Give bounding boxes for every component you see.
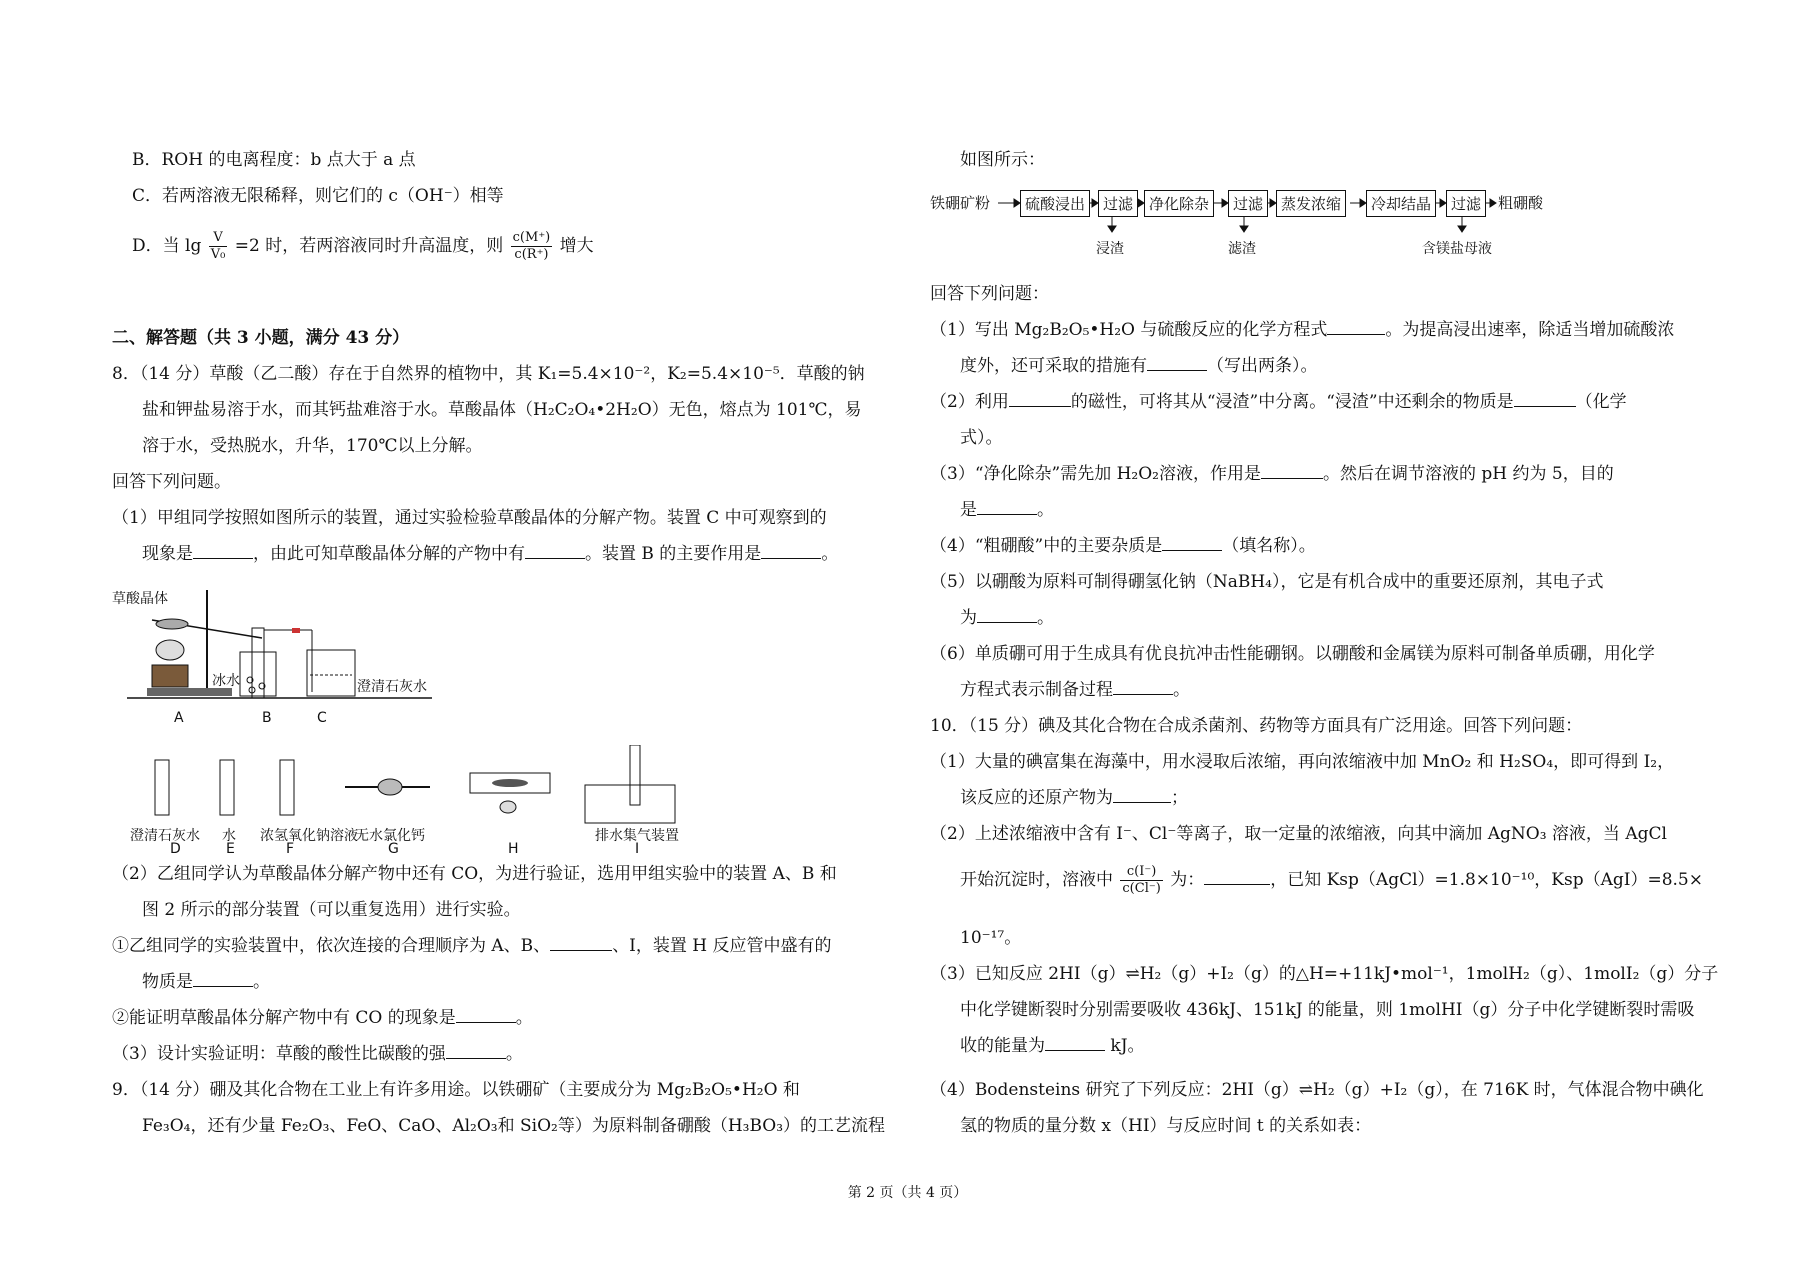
flow-box-filter-2: 过滤 — [1228, 190, 1268, 217]
answer-blank — [977, 495, 1037, 515]
q8-1a: （1）甲组同学按照如图所示的装置，通过实验检验草酸晶体的分解产物。装置 C 中可观察到的 — [112, 508, 827, 528]
answer-blank — [977, 603, 1037, 623]
label-i: I — [635, 841, 640, 857]
label-h: H — [508, 841, 519, 857]
label-g: G — [388, 841, 399, 857]
q9-1b: 度外，还可采取的措施有 （写出两条）。 — [960, 348, 1318, 384]
figure-2-apparatus — [130, 745, 690, 855]
q8-1b: 现象是 ，由此可知草酸晶体分解的产物中有 。装置 B 的主要作用是 。 — [142, 536, 838, 572]
label-e-water: 水 — [222, 828, 236, 844]
label-b: B — [262, 710, 272, 726]
q9-2a: （2）利用 的磁性，可将其从“浸渣”中分离。“浸渣”中还剩余的物质是 （化学 — [930, 384, 1627, 420]
flow-box-filter-3: 过滤 — [1446, 190, 1486, 217]
label-oxalic-crystal: 草酸晶体 — [112, 591, 168, 607]
label-i-gas-collection: 排水集气装置 — [595, 828, 679, 844]
flow-box-evaporate: 蒸发浓缩 — [1276, 190, 1346, 217]
q10-2b: 开始沉淀时，溶液中 $\frac{c(I^-)}{c(Cl^-)}$ 为： ，已知 Ksp（AgCl）=1.8×10⁻¹⁰，Ksp（AgI）=8.5× — [960, 864, 1703, 896]
label-d-limewater: 澄清石灰水 — [130, 828, 200, 844]
answer-blank — [1514, 387, 1576, 407]
q9-5b: 为 。 — [960, 600, 1054, 636]
q9-flow-intro: 如图所示： — [960, 150, 1045, 170]
figure-1-apparatus — [112, 580, 442, 730]
fraction-v-v0: $\frac{V}{\text{V₀}}$ — [210, 230, 226, 262]
section-title: 二、解答题（共 3 小题，满分 43 分） — [112, 328, 410, 348]
flow-start: 铁硼矿粉 — [930, 194, 991, 212]
answer-blank — [1009, 387, 1071, 407]
q9-3a: （3）“净化除杂”需先加 H₂O₂溶液，作用是 。然后在调节溶液的 pH 约为 5，目的 — [930, 456, 1614, 492]
answer-blank — [1045, 1031, 1105, 1051]
option-c: C．若两溶液无限稀释，则它们的 c（OH⁻）相等 — [132, 186, 504, 206]
q8-line3: 溶于水，受热脱水，升华，170℃以上分解。 — [142, 436, 483, 456]
label-d: D — [170, 841, 181, 857]
q9-1a: （1）写出 Mg₂B₂O₅•H₂O 与硫酸反应的化学方程式 。为提高浸出速率，除适当增加硫酸浓 — [930, 312, 1674, 348]
q9-5a: （5）以硼酸为原料可制得硼氢化钠（NaBH₄），它是有机合成中的重要还原剂，其电子式 — [930, 572, 1604, 592]
answer-blank — [1261, 459, 1323, 479]
q8-2a: （2）乙组同学认为草酸晶体分解产物中还有 CO，为进行验证，选用甲组实验中的装置 A、B 和 — [112, 864, 837, 884]
flow-box-crystallize: 冷却结晶 — [1366, 190, 1436, 217]
apparatus-defghi-drawing — [130, 745, 690, 825]
q9-prompt: 回答下列问题： — [930, 284, 1049, 304]
q9-line1: 9．（14 分）硼及其化合物在工业上有许多用途。以铁硼矿（主要成分为 Mg₂B₂O₅•H₂O 和 — [112, 1080, 800, 1100]
q8-3: （3）设计实验证明：草酸的酸性比碳酸的强 。 — [112, 1036, 523, 1072]
flow-sub-filter-residue: 滤渣 — [1228, 241, 1256, 257]
flow-sub-mother-liquor: 含镁盐母液 — [1422, 241, 1492, 257]
answer-blank — [456, 1003, 516, 1023]
q10-line1: 10．（15 分）碘及其化合物在合成杀菌剂、药物等方面具有广泛用途。回答下列问题： — [930, 716, 1583, 736]
answer-blank — [1113, 675, 1173, 695]
q8-2e: ②能证明草酸晶体分解产物中有 CO 的现象是 。 — [112, 1000, 533, 1036]
q10-2c: 10⁻¹⁷。 — [960, 928, 1022, 948]
answer-blank — [761, 539, 821, 559]
q10-1b: 该反应的还原产物为 ； — [960, 780, 1188, 816]
flow-end: 粗硼酸 — [1498, 194, 1544, 212]
option-b: B．ROH 的电离程度：b 点大于 a 点 — [132, 150, 416, 170]
q9-line2: Fe₃O₄，还有少量 Fe₂O₃、FeO、CaO、Al₂O₃和 SiO₂等）为原料制备硼酸（H₃BO₃）的工艺流程 — [142, 1116, 886, 1136]
label-ice-water: 冰水 — [212, 673, 240, 689]
answer-blank — [446, 1039, 506, 1059]
q10-4a: （4）Bodensteins 研究了下列反应：2HI（g）⇌H₂（g）+I₂（g），在 716K 时，气体混合物中碘化 — [930, 1080, 1704, 1100]
label-f-naoh: 浓氢氧化钠溶液 — [260, 828, 358, 844]
q10-3c: 收的能量为 kJ。 — [960, 1028, 1145, 1064]
q10-3b: 中化学键断裂时分别需要吸收 436kJ、151kJ 的能量，则 1molHI（g）分子中化学键断裂时需吸 — [960, 1000, 1695, 1020]
q8-2b: 图 2 所示的部分装置（可以重复选用）进行实验。 — [142, 900, 521, 920]
flow-box-acid-leach: 硫酸浸出 — [1020, 190, 1090, 217]
label-f: F — [286, 841, 295, 857]
page-footer: 第 2 页（共 4 页） — [847, 1185, 968, 1201]
label-e: E — [226, 841, 235, 857]
answer-blank — [193, 967, 253, 987]
q9-2b: 式）。 — [960, 428, 1003, 448]
process-flowchart — [930, 186, 1630, 266]
q8-2d: 物质是 。 — [142, 964, 270, 1000]
answer-blank — [525, 539, 585, 559]
q8-line2: 盐和钾盐易溶于水，而其钙盐难溶于水。草酸晶体（H₂C₂O₄•2H₂O）无色，熔点为 101℃，易 — [142, 400, 862, 420]
fraction-ci-ccl: $\frac{c(I^-)}{c(Cl^-)}$ — [1122, 864, 1161, 896]
answer-blank — [1204, 865, 1270, 885]
flow-box-purify: 净化除杂 — [1144, 190, 1214, 217]
q9-4: （4）“粗硼酸”中的主要杂质是 （填名称）。 — [930, 528, 1316, 564]
q9-6a: （6）单质硼可用于生成具有优良抗冲击性能硼钢。以硼酸和金属镁为原料可制备单质硼，用化学 — [930, 644, 1655, 664]
q8-line1: 8．（14 分）草酸（乙二酸）存在于自然界的植物中，其 K₁=5.4×10⁻²，K₂=5.4×10⁻⁵．草酸的钠 — [112, 364, 865, 384]
option-d: D．当 lg $\frac{V}{\text{V₀}}$ =2 时，若两溶液同时升高温度，则 $\frac{c(M^+)}{c(R^+)}$ 增大 — [132, 230, 594, 262]
label-c: C — [317, 710, 327, 726]
q9-3b: 是 。 — [960, 492, 1054, 528]
answer-blank — [1113, 783, 1171, 803]
label-g-cacl2: 无水氯化钙 — [355, 828, 425, 844]
answer-blank — [1162, 531, 1222, 551]
q10-3a: （3）已知反应 2HI（g）⇌H₂（g）+I₂（g）的△H=+11kJ•mol⁻¹，1molH₂（g）、1molI₂（g）分子 — [930, 964, 1719, 984]
flow-box-filter-1: 过滤 — [1098, 190, 1138, 217]
q8-line4: 回答下列问题。 — [112, 472, 231, 492]
label-limewater: 澄清石灰水 — [357, 679, 427, 695]
q10-1a: （1）大量的碘富集在海藻中，用水浸取后浓缩，再向浓缩液中加 MnO₂ 和 H₂SO₄，即可得到 I₂， — [930, 752, 1675, 772]
answer-blank — [550, 931, 612, 951]
q10-4b: 氢的物质的量分数 x（HI）与反应时间 t 的关系如表： — [960, 1116, 1372, 1136]
label-a: A — [174, 710, 184, 726]
answer-blank — [1147, 351, 1207, 371]
q9-6b: 方程式表示制备过程 。 — [960, 672, 1190, 708]
fraction-cm-cr: $\frac{c(M^+)}{c(R^+)}$ — [512, 230, 551, 262]
q8-2c: ①乙组同学的实验装置中，依次连接的合理顺序为 A、B、 、I，装置 H 反应管中盛有的 — [112, 928, 832, 964]
flow-sub-leach-residue: 浸渣 — [1096, 241, 1124, 257]
answer-blank — [1327, 315, 1385, 335]
answer-blank — [193, 539, 253, 559]
q10-2a: （2）上述浓缩液中含有 I⁻、Cl⁻等离子，取一定量的浓缩液，向其中滴加 AgNO₃ 溶液，当 AgCl — [930, 824, 1667, 844]
